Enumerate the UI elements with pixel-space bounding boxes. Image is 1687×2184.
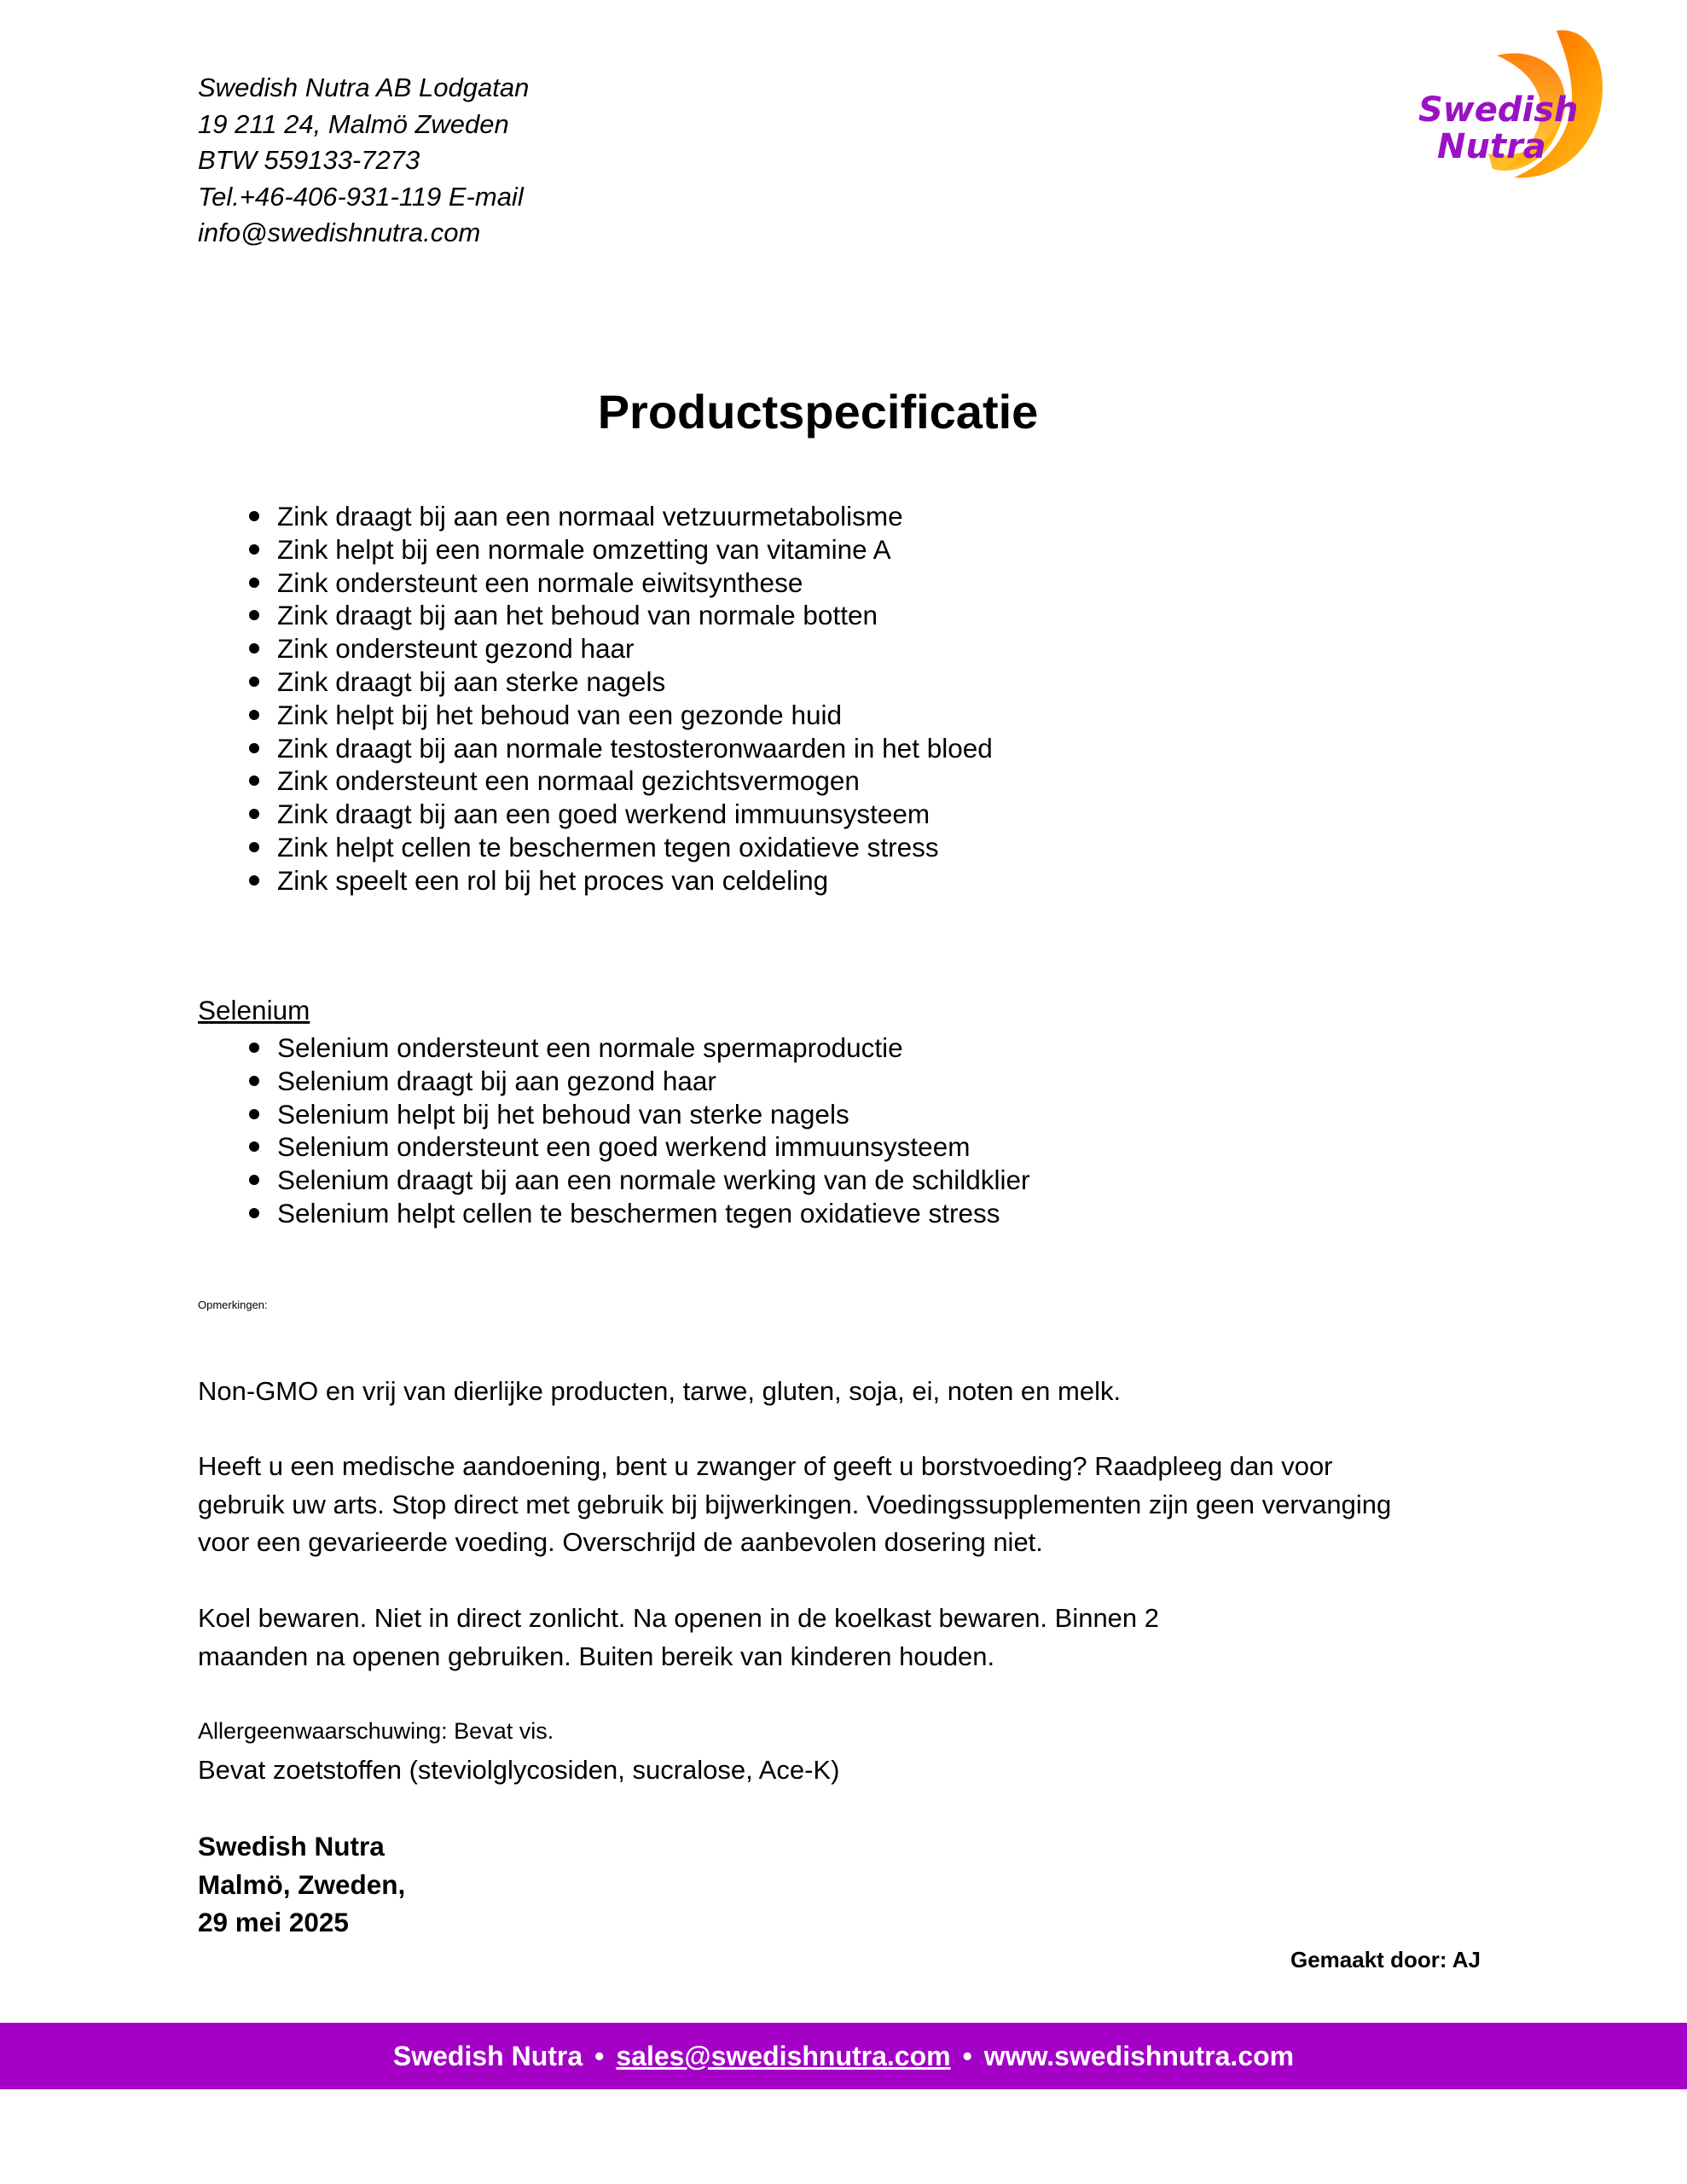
sweetener-notice: Bevat zoetstoffen (steviolglycosiden, sucralose, Ace-K)	[198, 1755, 840, 1785]
allergen-warning: Allergeenwaarschuwing: Bevat vis.	[198, 1718, 554, 1744]
logo-text: Swedish	[1418, 90, 1579, 130]
made-by: Gemaakt door: AJ	[1290, 1947, 1481, 1972]
paragraph-line: Koel bewaren. Niet in direct zonlicht. Na openen in de koelkast bewaren. Binnen 2	[198, 1603, 1160, 1633]
list-item: Zink ondersteunt een normaal gezichtsvermogen	[0, 764, 993, 798]
address-line: info@swedishnutra.com	[198, 218, 481, 247]
swedish-nutra-logo	[1412, 26, 1625, 183]
signature-block	[198, 1827, 405, 1942]
list-item: Selenium draagt bij aan gezond haar	[0, 1065, 1030, 1098]
list-item: Zink draagt bij aan sterke nagels	[0, 665, 993, 699]
list-item: Zink draagt bij aan normale testosteronwaarden in het bloed	[0, 732, 993, 765]
list-item: Zink draagt bij aan het behoud van normale botten	[0, 599, 993, 632]
list-item: Zink draagt bij aan een normaal vetzuurmetabolisme	[0, 500, 993, 533]
signature-company: Swedish Nutra	[198, 1831, 385, 1862]
list-item: Selenium draagt bij aan een normale werking van de schildklier	[0, 1164, 1030, 1197]
list-item: Zink ondersteunt een normale eiwitsynthese	[0, 566, 993, 600]
zink-benefits-list	[0, 500, 993, 897]
address-line: Tel.+46-406-931-119 E-mail	[198, 181, 524, 212]
list-item: Selenium ondersteunt een normale spermaproductie	[0, 1031, 1030, 1065]
list-item: Zink helpt cellen te beschermen tegen oxidatieve stress	[0, 831, 993, 864]
footer-website-link[interactable]: www.swedishnutra.com	[983, 2041, 1295, 2071]
selenium-heading: Selenium	[198, 995, 310, 1025]
list-item: Zink speelt een rol bij het proces van celdeling	[0, 864, 993, 897]
footer-bar	[0, 2023, 1687, 2089]
list-item: Zink draagt bij aan een goed werkend immuunsysteem	[0, 798, 993, 831]
paragraph-line: Heeft u een medische aandoening, bent u zwanger of geeft u borstvoeding? Raadpleeg dan voor	[198, 1451, 1333, 1481]
paragraph-line: gebruik uw arts. Stop direct met gebruik bij bijwerkingen. Voedingssupplementen zijn geen vervanging	[198, 1489, 1392, 1519]
list-item: Zink ondersteunt gezond haar	[0, 632, 993, 665]
footer-separator: •	[962, 2041, 972, 2071]
list-item: Zink helpt bij een normale omzetting van vitamine A	[0, 533, 993, 566]
paragraph-line: voor een gevarieerde voeding. Overschrijd de aanbevolen dosering niet.	[198, 1527, 1043, 1557]
paragraph-line: maanden na openen gebruiken. Buiten bereik van kinderen houden.	[198, 1641, 995, 1671]
remarks-label: Opmerkingen:	[198, 1298, 268, 1311]
footer-separator: •	[594, 2041, 605, 2071]
footer-company: Swedish Nutra	[392, 2041, 583, 2071]
company-address	[198, 70, 529, 252]
list-item: Zink helpt bij het behoud van een gezonde huid	[0, 699, 993, 732]
paragraph-line: Non-GMO en vrij van dierlijke producten, tarwe, gluten, soja, ei, noten en melk.	[198, 1376, 1122, 1406]
address-line: BTW 559133-7273	[198, 145, 420, 175]
selenium-benefits-list	[0, 1031, 1030, 1230]
list-item: Selenium helpt cellen te beschermen tegen oxidatieve stress	[0, 1197, 1030, 1230]
page-title: Productspecificatie	[597, 385, 1039, 439]
storage-instructions	[198, 1600, 1159, 1676]
signature-place: Malmö, Zweden,	[198, 1868, 406, 1900]
signature-date: 29 mei 2025	[198, 1907, 349, 1937]
medical-warning	[198, 1448, 1391, 1562]
footer-email-link[interactable]: sales@swedishnutra.com	[616, 2041, 951, 2071]
list-item: Selenium ondersteunt een goed werkend immuunsysteem	[0, 1130, 1030, 1164]
list-item: Selenium helpt bij het behoud van sterke nagels	[0, 1098, 1030, 1131]
non-gmo-statement	[198, 1373, 1121, 1411]
logo-text: Nutra	[1437, 127, 1546, 166]
address-line: Swedish Nutra AB Lodgatan	[198, 73, 530, 102]
address-line: 19 211 24, Malmö Zweden	[198, 108, 509, 139]
